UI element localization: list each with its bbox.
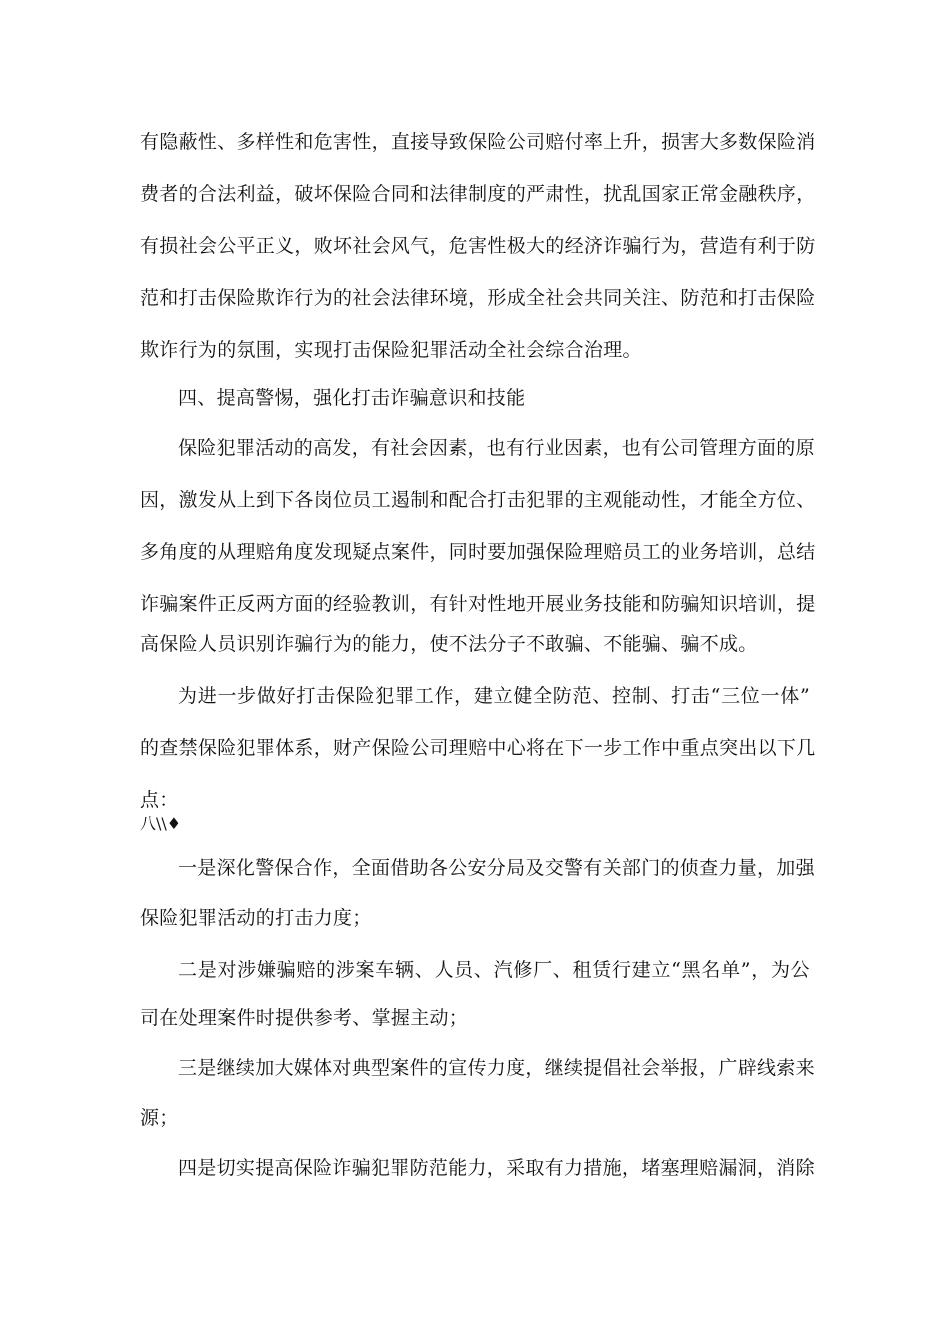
paragraph-line: 高保险人员识别诈骗行为的能力，使不法分子不敢骗、不能骗、骗不成。	[140, 633, 758, 655]
paragraph-line: 点：	[140, 789, 179, 811]
paragraph-line: 范和打击保险欺诈行为的社会法律环境，形成全社会共同关注、防范和打击保险	[140, 287, 816, 309]
paragraph-line: 费者的合法利益，破坏保险合同和法律制度的严肃性，扰乱国家正常金融秩序，	[140, 183, 816, 205]
paragraph-line: 有损社会公平正义，败坏社会风气，危害性极大的经济诈骗行为，营造有利于防	[140, 235, 816, 257]
list-item-line: 保险犯罪活动的打击力度；	[140, 907, 372, 929]
stray-mark: 八\\♦	[140, 814, 182, 833]
paragraph-line: 多角度的从理赔角度发现疑点案件，同时要加强保险理赔员工的业务培训，总结	[140, 541, 816, 563]
list-item-line: 源；	[140, 1107, 179, 1129]
list-item-line: 二是对涉嫌骗赔的涉案车辆、人员、汽修厂、租赁行建立“黑名单”，为公	[178, 959, 810, 981]
list-item-line: 四是切实提高保险诈骗犯罪防范能力，采取有力措施，堵塞理赔漏洞，消除	[178, 1157, 815, 1179]
paragraph-line: 有隐蔽性、多样性和危害性，直接导致保险公司赔付率上升，损害大多数保险消	[140, 131, 816, 153]
paragraph-line: 保险犯罪活动的高发，有社会因素，也有行业因素，也有公司管理方面的原	[178, 437, 815, 459]
list-item-line: 司在处理案件时提供参考、掌握主动；	[140, 1007, 469, 1029]
list-item-line: 三是继续加大媒体对典型案件的宣传力度，继续提倡社会举报，广辟线索来	[178, 1057, 815, 1079]
paragraph-line: 为进一步做好打击保险犯罪工作，建立健全防范、控制、打击“三位一体”	[178, 685, 810, 707]
section-heading: 四、提高警惕，强化打击诈骗意识和技能	[178, 387, 526, 409]
paragraph-line: 欺诈行为的氛围，实现打击保险犯罪活动全社会综合治理。	[140, 339, 642, 361]
list-item-line: 一是深化警保合作，全面借助各公安分局及交警有关部门的侦查力量，加强	[178, 857, 815, 879]
paragraph-line: 的查禁保险犯罪体系，财产保险公司理赔中心将在下一步工作中重点突出以下几	[140, 737, 816, 759]
paragraph-line: 因，激发从上到下各岗位员工遏制和配合打击犯罪的主观能动性，才能全方位、	[140, 489, 816, 511]
paragraph-line: 诈骗案件正反两方面的经验教训，有针对性地开展业务技能和防骗知识培训，提	[140, 593, 816, 615]
